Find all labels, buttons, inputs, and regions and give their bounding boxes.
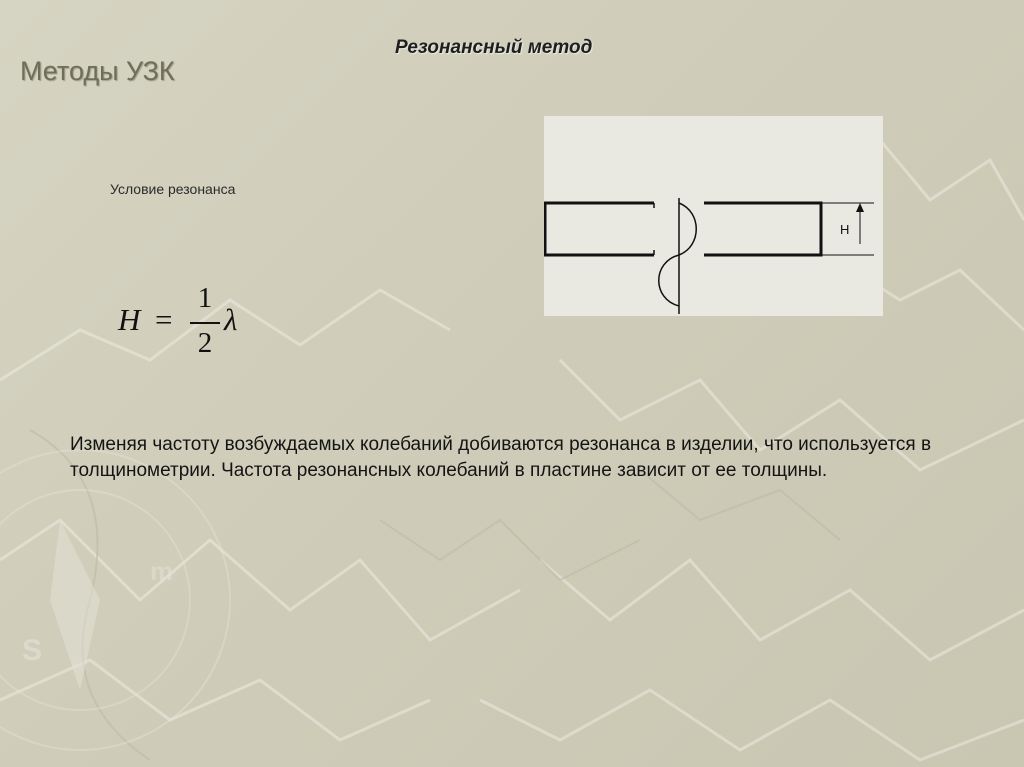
dimension-arrow-head xyxy=(856,203,864,212)
svg-text:m: m xyxy=(150,556,174,586)
resonance-diagram xyxy=(544,116,883,316)
plate-left xyxy=(545,203,654,255)
formula-equals: = xyxy=(155,302,173,337)
thickness-label: H xyxy=(840,222,850,237)
plate-diagram-svg xyxy=(544,116,883,316)
section-title: Методы УЗК xyxy=(20,56,175,86)
condition-label: Условие резонанса xyxy=(110,181,236,197)
formula-denominator: 2 xyxy=(197,327,213,359)
plate-right xyxy=(704,203,821,255)
formula-variable: H xyxy=(118,302,141,337)
body-text: Изменяя частоту возбуждаемых колебаний добиваются резонанса в изделии, что используется в толщинометрии. Частота резонансных колебаний в пластине зависит от ее толщины. xyxy=(70,434,932,481)
slide-title: Резонансный метод xyxy=(395,37,593,58)
standing-wave-inner xyxy=(679,203,696,255)
svg-text:S: S xyxy=(22,634,43,667)
formula-wavelength: λ xyxy=(224,302,238,337)
resonance-formula xyxy=(118,282,258,367)
formula-numerator: 1 xyxy=(197,282,213,314)
standing-wave-outer xyxy=(659,255,679,306)
fraction-bar xyxy=(190,322,220,324)
formula-fraction xyxy=(186,282,224,367)
